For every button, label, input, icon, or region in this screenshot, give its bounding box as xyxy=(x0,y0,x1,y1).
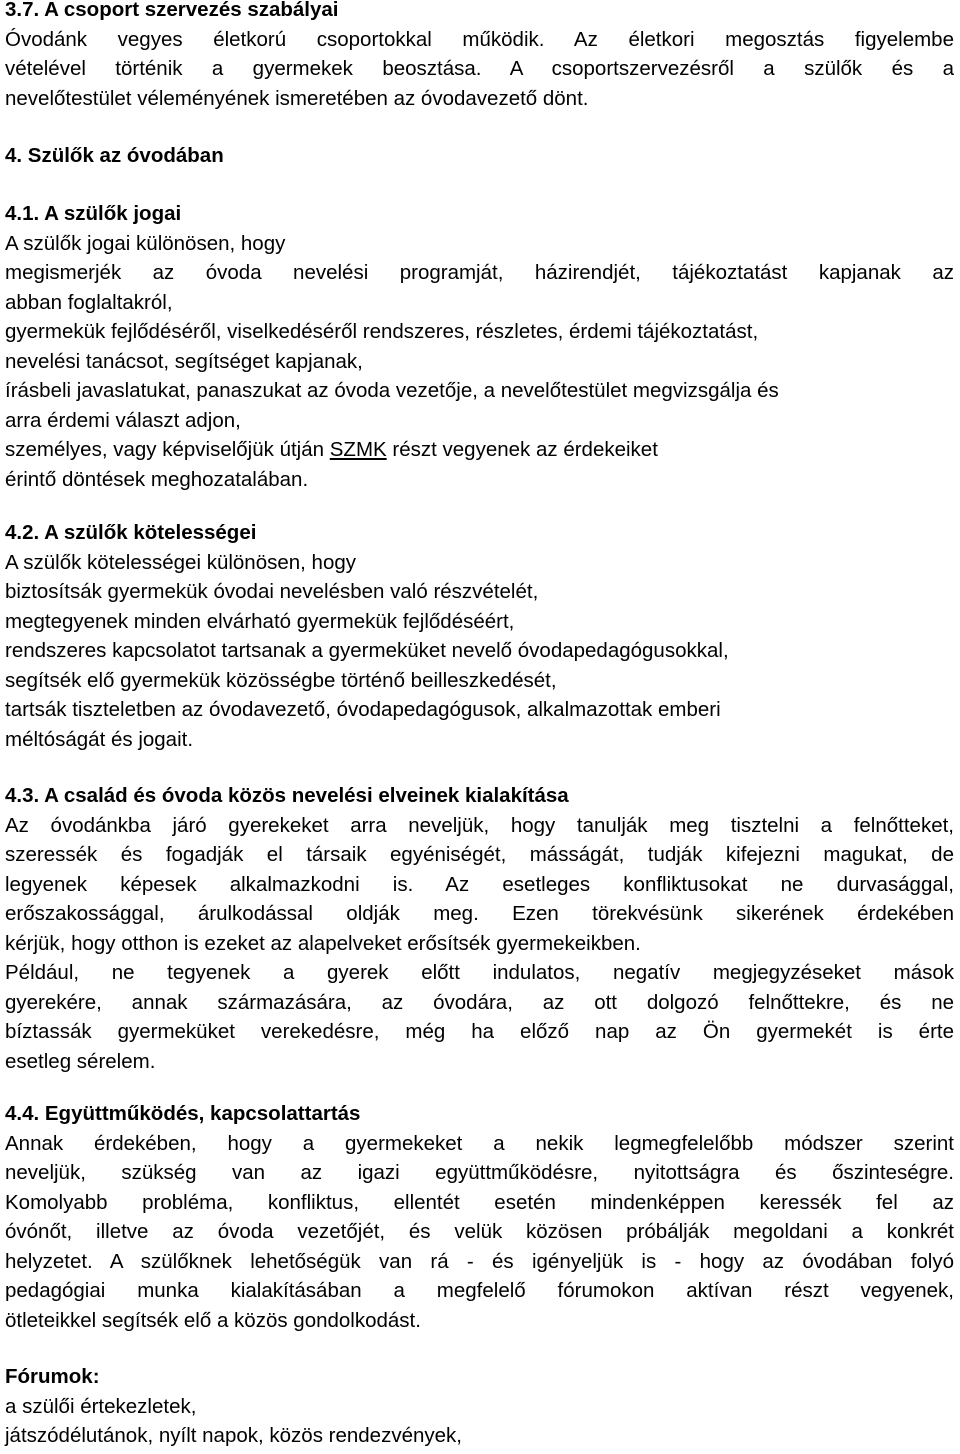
paragraph-line: írásbeli javaslatukat, panaszukat az óvoda vezetője, a nevelőtestület megvizsgálja és xyxy=(5,379,779,402)
paragraph-line: Annak érdekében, hogy a gyermekeket a nekik legmegfelelőbb módszer szerint xyxy=(5,1131,954,1155)
section-heading: 3.7. A csoport szervezés szabályai xyxy=(5,0,339,21)
paragraph-line: tartsák tiszteletben az óvodavezető, óvodapedagógusok, alkalmazottak emberi xyxy=(5,698,721,721)
paragraph-line: A szülők kötelességei különösen, hogy xyxy=(5,550,357,574)
paragraph-line xyxy=(5,435,954,465)
paragraph-line: nevelési tanácsot, segítséget kapjanak, xyxy=(5,349,363,373)
paragraph-line: méltóságát és jogait. xyxy=(5,727,194,751)
paragraph-line: szeressék és fogadják el társaik egyéniségét, másságát, tudják kifejezni magukat, de xyxy=(5,843,954,866)
paragraph-line: neveljük, szükség van az igazi együttműködésre, nyitottságra és őszinteségre. xyxy=(5,1161,954,1184)
list-item: a szülői értekezletek, xyxy=(5,1394,197,1418)
section-4-4 xyxy=(5,1099,954,1335)
section-heading: 4. Szülők az óvodában xyxy=(5,144,224,167)
paragraph-line: A szülők jogai különösen, hogy xyxy=(5,231,286,255)
section-forums xyxy=(5,1362,954,1451)
paragraph-line: óvónőt, illetve az óvoda vezetőjét, és velük közösen próbálják megoldani a konkrét xyxy=(5,1220,954,1243)
paragraph-line: abban foglaltakról, xyxy=(5,290,173,314)
list-item: játszódélutánok, nyílt napok, közös rendezvények, xyxy=(5,1424,462,1447)
paragraph-line: bíztassák gyermeküket verekedésre, még ha előző nap az Ön gyermekét is érte xyxy=(5,1020,954,1043)
paragraph-line: ötleteikkel segítsék elő a közös gondolkodást. xyxy=(5,1308,421,1332)
paragraph-line: vételével történik a gyermekek beosztása. A csoportszervezésről a szülők és a xyxy=(5,57,954,80)
paragraph-line: pedagógiai munka kialakításában a megfelelő fórumokon aktívan részt vegyenek, xyxy=(5,1279,954,1302)
paragraph-line: esetleg sérelem. xyxy=(5,1049,156,1073)
paragraph-line: érintő döntések meghozatalában. xyxy=(5,467,309,491)
section-4-3 xyxy=(5,781,954,1076)
szmk-prefix: személyes, vagy képviselőjük útján xyxy=(5,438,330,461)
paragraph-line: megismerjék az óvoda nevelési programját, házirendjét, tájékoztatást kapjanak az xyxy=(5,261,954,284)
section-4-2 xyxy=(5,518,954,754)
szmk-abbrev: SZMK xyxy=(329,438,387,461)
paragraph-line: legyenek képesek alkalmazkodni is. Az esetleges konfliktusokat ne durvasággal, xyxy=(5,872,954,896)
szmk-suffix: részt vegyenek az érdekeiket xyxy=(386,438,658,461)
paragraph-line: Az óvodánkba járó gyerekeket arra neveljük, hogy tanulják meg tisztelni a felnőtteket, xyxy=(5,813,954,837)
paragraph-line: megtegyenek minden elvárható gyermekük fejlődéséért, xyxy=(5,609,515,633)
paragraph-line: Például, ne tegyenek a gyerek előtt indulatos, negatív megjegyzéseket mások xyxy=(5,961,954,984)
paragraph-line: erőszakossággal, árulkodással oldják meg. Ezen törekvésünk sikerének érdekében xyxy=(5,902,954,925)
paragraph-line: rendszeres kapcsolatot tartsanak a gyermeküket nevelő óvodapedagógusokkal, xyxy=(5,639,729,662)
section-3-7 xyxy=(5,0,954,113)
section-4 xyxy=(5,141,224,171)
paragraph-line: gyerekére, annak származására, az óvodára, az ott dolgozó felnőttekre, és ne xyxy=(5,990,954,1014)
paragraph-line: kérjük, hogy otthon is ezeket az alapelveket erősítsék gyermekeikben. xyxy=(5,931,641,955)
section-heading: 4.3. A család és óvoda közös nevelési elveinek kialakítása xyxy=(5,784,569,807)
section-heading: 4.1. A szülők jogai xyxy=(5,202,182,225)
section-heading: Fórumok: xyxy=(5,1365,100,1388)
paragraph-line: biztosítsák gyermekük óvodai nevelésben való részvételét, xyxy=(5,580,539,603)
paragraph-line: helyzetet. A szülőknek lehetőségük van rá - és igényeljük is - hogy az óvodában folyó xyxy=(5,1249,954,1273)
paragraph-line: Komolyabb probléma, konfliktus, ellentét esetén mindenképpen keressék fel az xyxy=(5,1190,954,1214)
paragraph-line: gyermekük fejlődéséről, viselkedéséről rendszeres, részletes, érdemi tájékoztatást, xyxy=(5,320,759,343)
section-heading: 4.2. A szülők kötelességei xyxy=(5,521,257,544)
paragraph-line: nevelőtestület véleményének ismeretében az óvodavezető dönt. xyxy=(5,86,589,110)
paragraph-line: Óvodánk vegyes életkorú csoportokkal működik. Az életkori megosztás figyelembe xyxy=(5,27,954,51)
paragraph-line: segítsék elő gyermekük közösségbe történő beilleszkedését, xyxy=(5,668,557,692)
section-heading: 4.4. Együttműködés, kapcsolattartás xyxy=(5,1102,361,1125)
section-4-1 xyxy=(5,199,954,494)
paragraph-line: arra érdemi választ adjon, xyxy=(5,408,241,432)
